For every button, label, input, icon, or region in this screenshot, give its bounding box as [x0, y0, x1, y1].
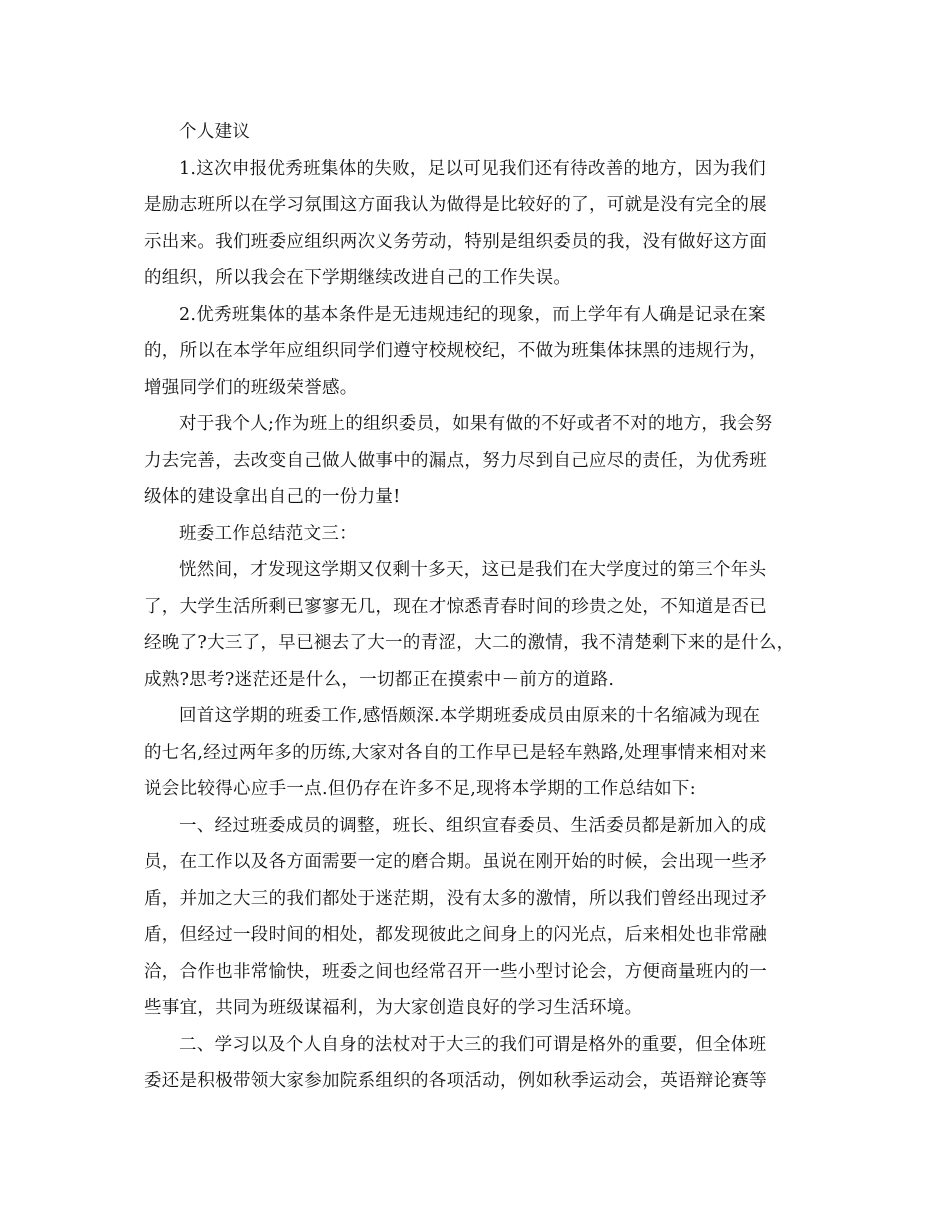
text-line: 力去完善，去改变自己做人做事中的漏点，努力尽到自己应尽的责任，为优秀班	[144, 450, 767, 471]
text-line: 了，大学生活所剩已寥寥无几，现在才惊悉青春时间的珍贵之处，不知道是否已	[144, 596, 767, 617]
text-line: 盾，并加之大三的我们都处于迷茫期，没有太多的激情，所以我们曾经出现过矛	[144, 888, 767, 909]
text-line: 2.优秀班集体的基本条件是无违规违纪的现象，而上学年有人确是记录在案	[179, 304, 766, 325]
text-line: 的，所以在本学年应组织同学们遵守校规校纪，不做为班集体抹黑的违规行为，	[144, 341, 767, 361]
paragraph	[144, 406, 810, 516]
text-line: 班委工作总结范文三：	[179, 523, 357, 544]
text-line: 是励志班所以在学习氛围这方面我认为做得是比较好的了，可就是没有完全的展	[144, 195, 767, 215]
paragraph	[144, 114, 810, 151]
text-line: 1.这次申报优秀班集体的失败，足以可见我们还有待改善的地方，因为我们	[179, 158, 766, 179]
paragraph	[144, 151, 810, 297]
text-line: 员，在工作以及各方面需要一定的磨合期。虽说在刚开始的时候，会出现一些矛	[144, 852, 767, 872]
text-line: 对于我个人;作为班上的组织委员，如果有做的不好或者不对的地方，我会努	[179, 414, 773, 434]
text-line: 示出来。我们班委应组织两次义务劳动，特别是组织委员的我，没有做好这方面	[144, 231, 767, 252]
text-line: 的七名,经过两年多的历练,大家对各自的工作早已是轻车熟路,处理事情来相对来	[144, 742, 767, 763]
text-line: 成熟?思考?迷茫还是什么，一切都正在摸索中－前方的道路.	[144, 669, 615, 690]
paragraph	[144, 1027, 810, 1100]
text-line: 些事宜，共同为班级谋福利，为大家创造良好的学习生活环境。	[144, 998, 643, 1018]
paragraph	[144, 552, 810, 698]
text-line: 委还是积极带领大家参加院系组织的各项活动，例如秋季运动会，英语辩论赛等	[144, 1071, 767, 1091]
text-line: 盾，但经过一段时间的相处，都发现彼此之间身上的闪光点，后来相处也非常融	[144, 925, 767, 945]
text-line: 说会比较得心应手一点.但仍存在许多不足,现将本学期的工作总结如下:	[144, 779, 696, 799]
text-line: 一、经过班委成员的调整，班长、组织宣春委员、生活委员都是新加入的成	[179, 815, 767, 836]
text-line: 洽，合作也非常愉快，班委之间也经常召开一些小型讨论会，方便商量班内的一	[144, 961, 767, 982]
paragraph	[144, 516, 810, 553]
text-line: 经晚了?大三了，早已褪去了大一的青涩，大二的激情，我不清楚剩下来的是什么，	[144, 633, 795, 653]
text-line: 回首这学期的班委工作,感悟颇深.本学期班委成员由原来的十名缩减为现在	[179, 706, 761, 726]
text-line: 增强同学们的班级荣誉感。	[144, 377, 358, 398]
paragraph	[144, 698, 810, 808]
text-line: 二、学习以及个人自身的法杖对于大三的我们可谓是格外的重要，但全体班	[179, 1034, 767, 1055]
text-line: 个人建议	[179, 122, 251, 142]
text-line: 的组织，所以我会在下学期继续改进自己的工作失误。	[144, 268, 572, 288]
paragraph	[144, 297, 810, 407]
text-line: 恍然间，才发现这学期又仅剩十多天，这已是我们在大学度过的第三个年头	[179, 560, 767, 580]
text-line: 级体的建设拿出自己的一份力量!	[144, 487, 401, 507]
document-body	[144, 114, 810, 1100]
paragraph	[144, 808, 810, 1027]
